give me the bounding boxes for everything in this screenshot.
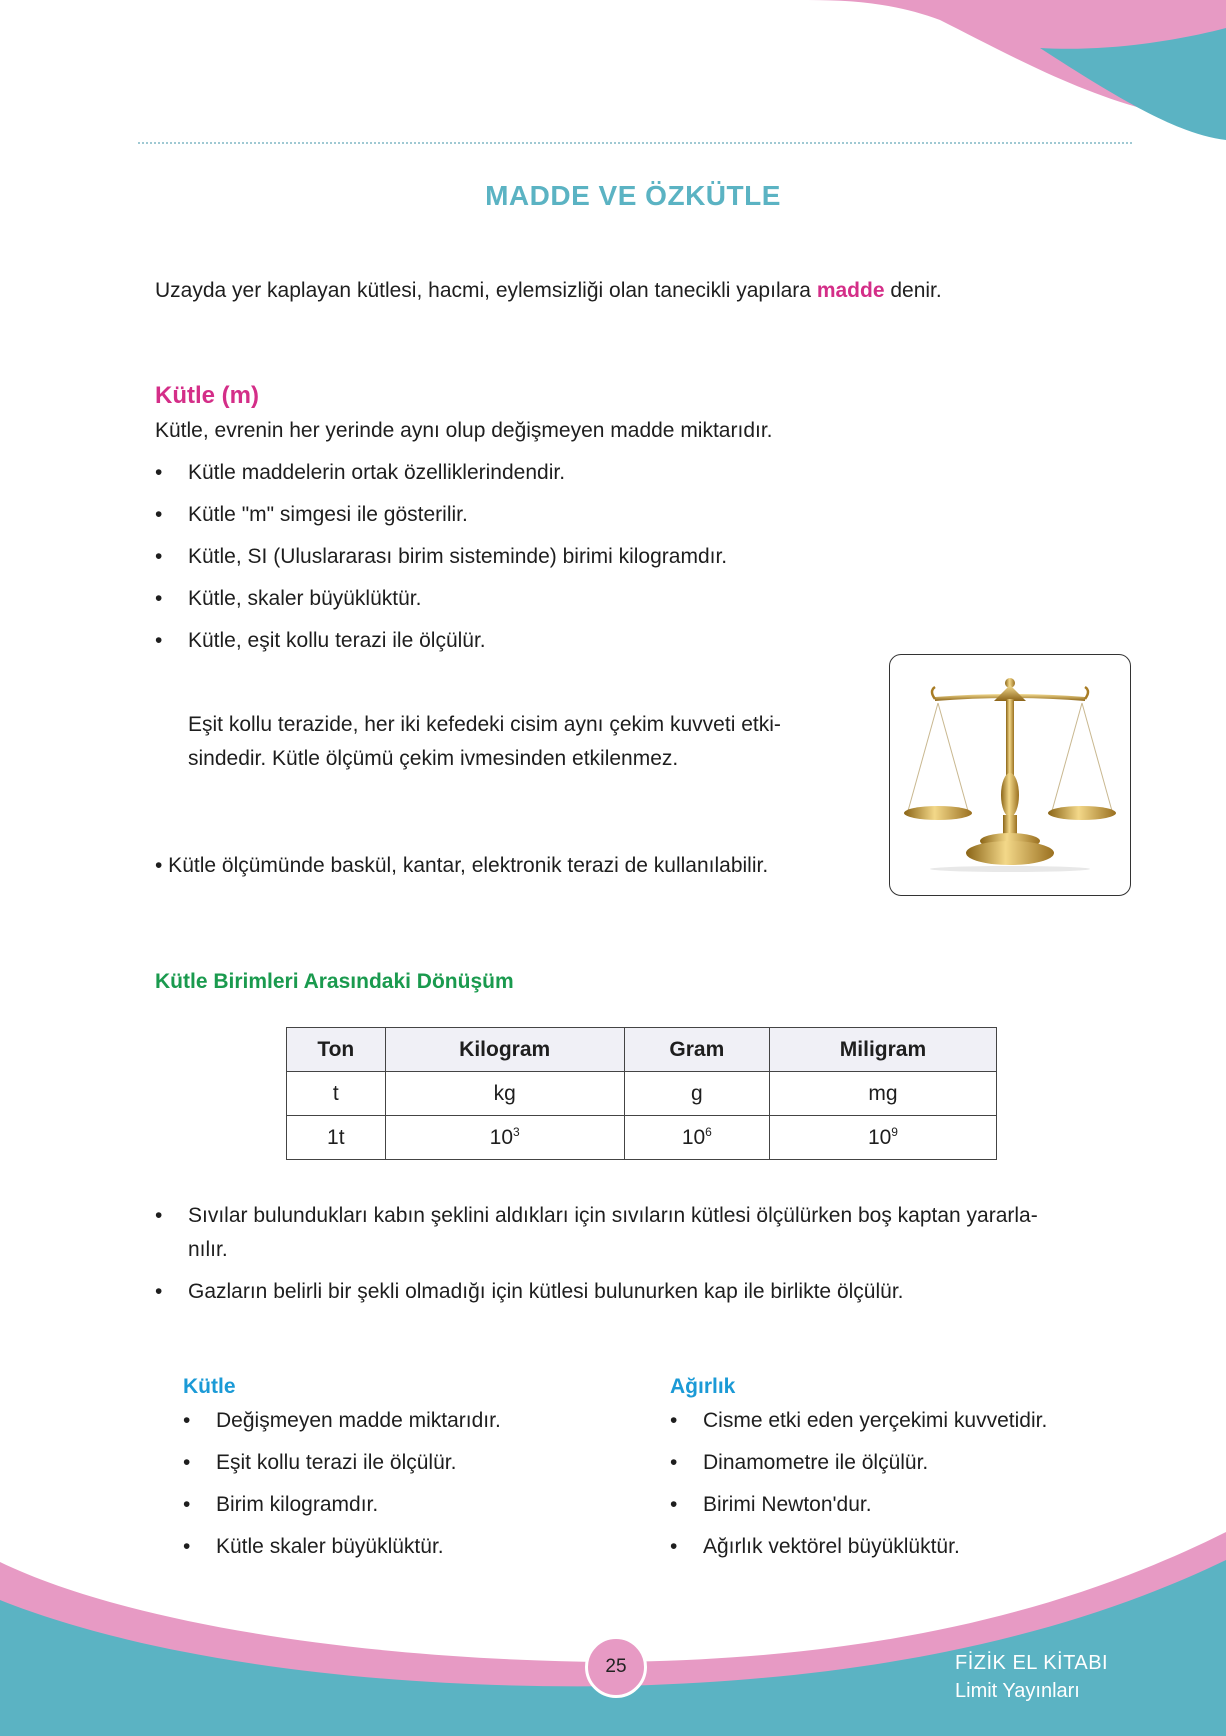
table-cell: g <box>624 1072 769 1116</box>
conversion-heading: Kütle Birimleri Arasındaki Dönüşüm <box>155 970 514 993</box>
balance-scale-image <box>889 654 1131 896</box>
table-header-cell: Kilogram <box>385 1028 624 1072</box>
table-header-cell: Ton <box>287 1028 386 1072</box>
unit-conversion-table <box>286 1027 997 1160</box>
table-header-cell: Gram <box>624 1028 769 1072</box>
table-cell: kg <box>385 1072 624 1116</box>
table-cell: mg <box>769 1072 996 1116</box>
table-header-row <box>287 1028 997 1072</box>
mass-definition: Kütle, evrenin her yerinde aynı olup değişmeyen madde miktarıdır. <box>155 419 773 442</box>
balance-scale-icon <box>890 655 1130 895</box>
intro-highlight: madde <box>816 279 885 302</box>
header-dotted-rule <box>138 142 1132 144</box>
compare-mass-heading: Kütle <box>183 1375 236 1398</box>
page-number: 25 <box>585 1636 647 1698</box>
table-cell: 1t <box>287 1116 386 1160</box>
table-cell: t <box>287 1072 386 1116</box>
other-tools-note: • Kütle ölçümünde baskül, kantar, elektronik terazi de kullanılabilir. <box>155 854 769 877</box>
table-row <box>287 1116 997 1160</box>
mass-heading: Kütle (m) <box>155 382 259 409</box>
table-cell: $10^9$ <box>769 1116 996 1160</box>
intro-paragraph <box>155 278 942 304</box>
table-row <box>287 1072 997 1116</box>
intro-text-end: denir. <box>884 279 942 302</box>
compare-weight-heading: Ağırlık <box>670 1375 736 1398</box>
balance-paragraph-line2: sindedir. Kütle ölçümü çekim ivmesinden etkilenmez. <box>188 747 679 770</box>
table-cell: $10^6$ <box>624 1116 769 1160</box>
intro-text: Uzayda yer kaplayan kütlesi, hacmi, eylemsizliği olan tanecikli yapılara <box>155 279 817 302</box>
table-header-cell: Miligram <box>769 1028 996 1072</box>
balance-paragraph-line1: Eşit kollu terazide, her iki kefedeki cisim aynı çekim kuvveti etki- <box>188 713 781 736</box>
footer-book-title: FİZİK EL KİTABI <box>955 1652 1109 1674</box>
table-cell: $10^3$ <box>385 1116 624 1160</box>
page-title: MADDE VE ÖZKÜTLE <box>485 180 781 211</box>
footer-publisher: Limit Yayınları <box>955 1680 1080 1702</box>
